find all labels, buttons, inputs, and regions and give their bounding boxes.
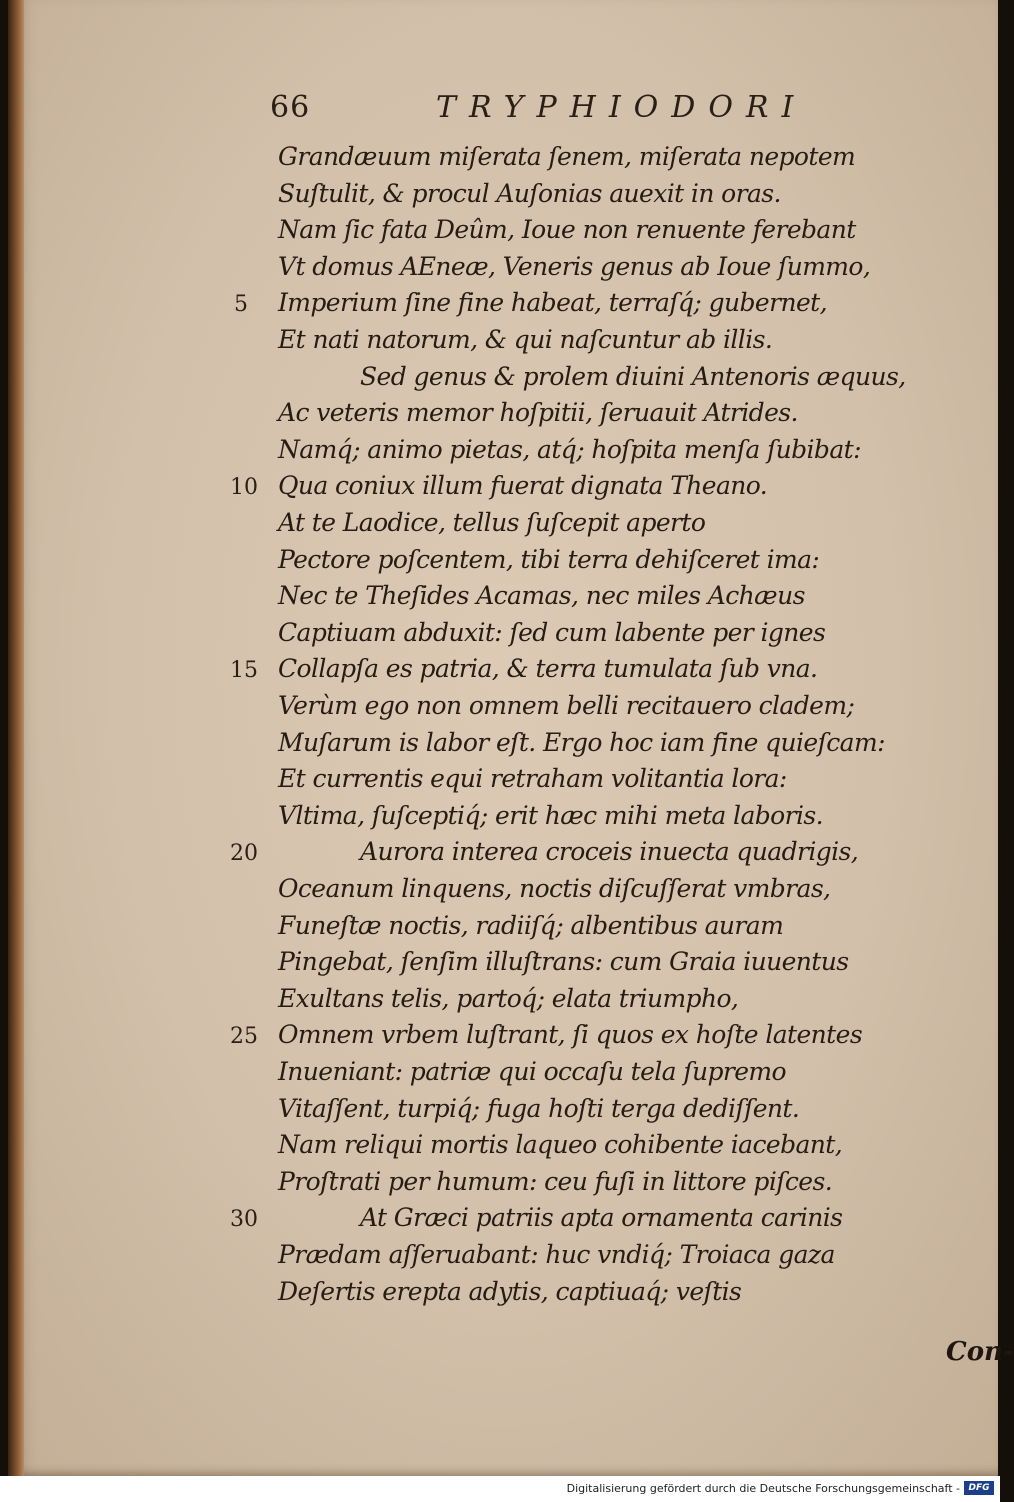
line-number: 10: [230, 475, 258, 501]
verse-line: Ac veteris memor hoſpitii, ſeruauit Atrides.: [278, 398, 798, 428]
line-number: 15: [230, 658, 258, 684]
funding-credit: Digitalisierung gefördert durch die Deutsche Forschungsgemeinschaft -: [566, 1482, 960, 1495]
verse-line: Sed genus & prolem diuini Antenoris æquus,: [360, 361, 906, 391]
line-number: 25: [230, 1024, 258, 1050]
verse-line: Oceanum linquens, noctis diſcuſſerat vmbras,: [278, 874, 831, 903]
verse-line: Verùm ego non omnem belli recitauero cladem;: [278, 691, 855, 720]
book-page: [8, 0, 1014, 1476]
verse-line: Vltima, ſuſceptiq́; erit hæc mihi meta laboris.: [278, 800, 823, 830]
verse-line: Namq́; animo pietas, atq́; hoſpita menſa ſubibat:: [278, 434, 861, 464]
verse-line: Qua coniux illum fuerat dignata Theano.: [278, 471, 768, 501]
verse-line: At te Laodice, tellus ſuſcepit aperto: [278, 508, 706, 537]
book-spine: [8, 0, 24, 1476]
verse-line: Muſarum is labor eſt. Ergo hoc iam fine quieſcam:: [278, 727, 885, 757]
verse-line: Nam ſic fata Deûm, Ioue non renuente ferebant: [278, 215, 856, 245]
verse-line: Captiuam abduxit: ſed cum labente per ignes: [278, 617, 826, 647]
verse-line: Pingebat, ſenſim illuſtrans: cum Graia iuuentus: [278, 947, 849, 977]
dfg-logo: DFG: [964, 1481, 994, 1495]
verse-line: Collapſa es patria, & terra tumulata ſub vna.: [278, 654, 818, 684]
verse-line: Imperium ſine fine habeat, terraſq́; gubernet,: [278, 288, 827, 318]
verse-line: Aurora interea croceis inuecta quadrigis,: [360, 837, 859, 867]
verse-line: At Græci patriis apta ornamenta carinis: [360, 1203, 843, 1233]
verse-line: Vt domus AEneæ, Veneris genus ab Ioue ſummo,: [278, 251, 871, 281]
verse-line: Nam reliqui mortis laqueo cohibente iacebant,: [278, 1130, 843, 1160]
verse-line: Prædam aſſeruabant: huc vndiq́; Troiaca gaza: [278, 1240, 835, 1269]
line-number: 5: [234, 292, 248, 318]
digitization-footer: [0, 1476, 1000, 1502]
verse-line: Grandæuum miſerata ſenem, miſerata nepotem: [278, 142, 856, 171]
page-number: 66: [270, 90, 311, 125]
line-number: 30: [230, 1207, 258, 1233]
verse-line: Proſtrati per humum: ceu fuſi in littore piſces.: [278, 1166, 833, 1196]
running-title: TRYPHIODORI: [436, 90, 807, 125]
verse-line: Et nati natorum, & qui naſcuntur ab illis.: [278, 325, 773, 354]
verse-line: Vitaſſent, turpiq́; fuga hoſti terga dediſſent.: [278, 1093, 800, 1123]
verse-line: Nec te Theſides Acamas, nec miles Achæus: [278, 581, 805, 611]
verse-line: Omnem vrbem luſtrant, ſi quos ex hoſte latentes: [278, 1020, 863, 1050]
page-header: [8, 90, 998, 130]
catchword: Con-: [946, 1337, 1014, 1367]
verse-line: Et currentis equi retraham volitantia lora:: [278, 764, 787, 794]
verse-line: Exultans telis, partoq́; elata triumpho,: [278, 983, 739, 1013]
verse-line: Deſertis erepta adytis, captiuaq́; veſtis: [278, 1276, 742, 1306]
verse-line: Inueniant: patriæ qui occaſu tela ſupremo: [278, 1057, 786, 1086]
verse-line: Suſtulit, & procul Auſonias auexit in oras.: [278, 178, 781, 208]
verse-line: Funeſtæ noctis, radiiſq́; albentibus auram: [278, 910, 784, 940]
verse-line: Pectore poſcentem, tibi terra dehiſceret ima:: [278, 544, 820, 574]
line-number: 20: [230, 841, 258, 867]
